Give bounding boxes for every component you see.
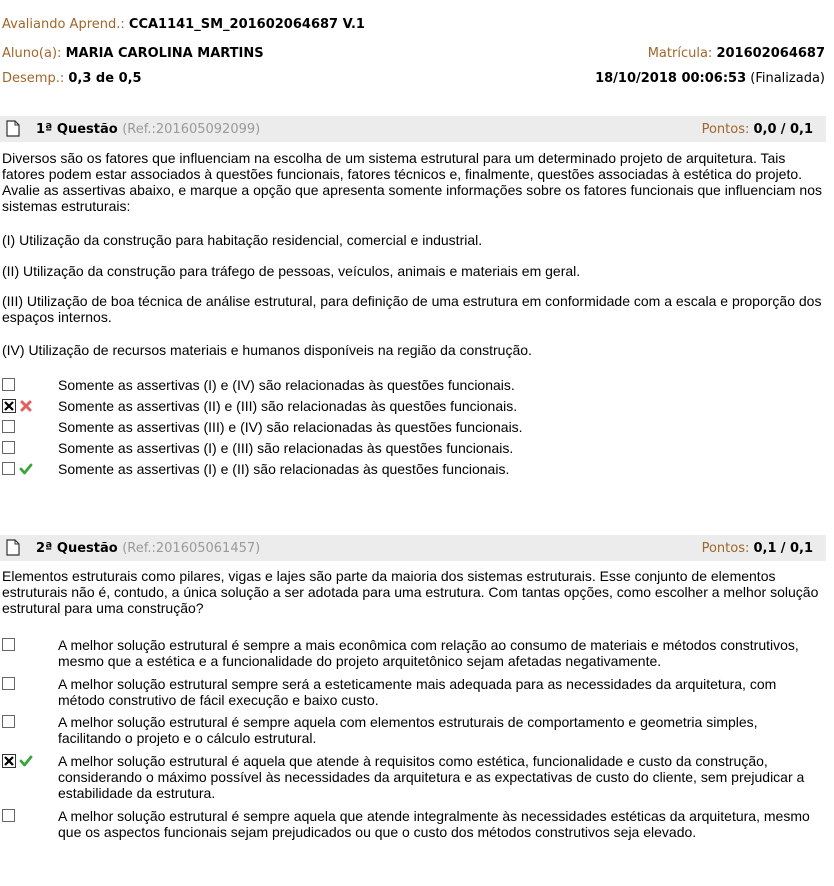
desemp-line	[2, 71, 142, 86]
option-text: Somente as assertivas (III) e (IV) são relacionadas às questões funcionais.	[58, 419, 523, 435]
option-checkbox[interactable]	[2, 462, 15, 475]
option-text: Somente as assertivas (I) e (III) são relacionadas às questões funcionais.	[58, 440, 514, 456]
wrong-x-icon	[19, 399, 33, 413]
assessment-line	[2, 17, 365, 32]
option-text: A melhor solução estrutural é sempre aquela que atende integralmente às necessidades estéticas da arquitetura, mesmo que os aspectos funcionais sejam prejudicados ou que o custo dos métodos construtivos seja elevado.	[58, 808, 810, 840]
status-text: (Finalizada)	[750, 71, 825, 86]
points-label: Pontos:	[701, 541, 750, 556]
option-text: Somente as assertivas (II) e (III) são relacionadas às questões funcionais.	[58, 398, 518, 414]
matricula-line	[648, 46, 825, 61]
document-icon	[6, 539, 20, 556]
assessment-value: CCA1141_SM_201602064687 V.1	[128, 17, 365, 32]
option-text: Somente as assertivas (I) e (IV) são relacionadas às questões funcionais.	[58, 377, 515, 393]
option-text: Somente as assertivas (I) e (II) são relacionadas às questões funcionais.	[58, 461, 510, 477]
option-checkbox[interactable]	[2, 420, 15, 433]
question-title-text: 2ª Questão	[36, 541, 118, 556]
question-ref: (Ref.:201605092099)	[122, 122, 261, 137]
option-checkbox[interactable]	[2, 677, 15, 690]
points-max: / 0,1	[780, 122, 813, 137]
matricula-value: 201602064687	[716, 46, 825, 61]
student-name: MARIA CAROLINA MARTINS	[65, 46, 264, 61]
option-text: A melhor solução estrutural é sempre aquela com elementos estruturais de comportamento e geometria simples, facilitando o projeto e o cálculo estrutural.	[58, 714, 758, 746]
points-label: Pontos:	[701, 122, 750, 137]
datetime: 18/10/2018 00:06:53	[595, 71, 747, 86]
checked-checkbox[interactable]	[2, 399, 16, 413]
assertive-3: (III) Utilização de boa técnica de análise estrutural, para definição de uma estrutura em conformidade com a escala e proporção dos espaços internos.	[2, 293, 822, 325]
correct-check-icon	[19, 754, 33, 768]
points-max: / 0,1	[780, 541, 813, 556]
option-checkbox[interactable]	[2, 638, 15, 651]
assertive-1: (I) Utilização da construção para habitação residencial, comercial e industrial.	[2, 232, 483, 248]
option-text: A melhor solução estrutural é sempre a mais econômica com relação ao consumo de materiais e métodos construtivos, mesmo que a estética e a funcionalidade do projeto arquitetônico sejam afetadas negativamente.	[58, 637, 799, 669]
desemp-label: Desemp.:	[2, 71, 65, 86]
option-text: A melhor solução estrutural sempre será a esteticamente mais adequada para as necessidades da arquitetura, com método construtivo de fácil execução e baixo custo.	[58, 676, 777, 708]
question-1-title	[36, 122, 260, 137]
question-ref: (Ref.:201605061457)	[122, 541, 261, 556]
datetime-line	[595, 71, 825, 86]
points-value: 0,1	[753, 541, 777, 556]
question-2-points	[702, 541, 813, 556]
document-icon	[6, 120, 20, 137]
option-checkbox[interactable]	[2, 441, 15, 454]
question-2-statement: Elementos estruturais como pilares, vigas e lajes são parte da maioria dos sistemas estruturais. Esse conjunto de elementos estruturais não é, contudo, a única solução a ser adotada para uma estrutura. Com tantas opções, como escolher a melhor solução estrutural para uma construção?	[2, 568, 819, 616]
assertive-4: (IV) Utilização de recursos materiais e humanos disponíveis na região da construção.	[2, 342, 532, 358]
option-checkbox[interactable]	[2, 809, 15, 822]
question-1-points	[702, 122, 813, 137]
option-checkbox[interactable]	[2, 378, 15, 391]
correct-check-icon	[19, 462, 33, 476]
assertive-2: (II) Utilização da construção para tráfego de pessoas, veículos, animais e materiais em geral.	[2, 263, 581, 279]
question-1-bar	[0, 116, 826, 142]
question-title-text: 1ª Questão	[36, 122, 118, 137]
option-text: A melhor solução estrutural é aquela que atende à requisitos como estética, funcionalidade e custo da construção, considerando o máximo possível às necessidades da arquitetura e as expectativas de custo do cliente, sem prejudicar a estabilidade da estrutura.	[58, 753, 805, 801]
assessment-label: Avaliando Aprend.:	[2, 17, 125, 32]
points-value: 0,0	[753, 122, 777, 137]
question-1-statement: Diversos são os fatores que influenciam na escolha de um sistema estrutural para um determinado projeto de arquitetura. Tais fatores podem estar associados à questões funcionais, fatores técnicos e, finalmente, questões associadas à estética do projeto. Avalie as assertivas abaixo, e marque a opção que apresenta somente informações sobre os fatores funcionais que influenciam nos sistemas estruturais:	[2, 150, 822, 214]
question-2-title	[36, 541, 260, 556]
checked-checkbox[interactable]	[2, 754, 16, 768]
desemp-value: 0,3 de 0,5	[68, 71, 142, 86]
matricula-label: Matrícula:	[647, 46, 713, 61]
option-checkbox[interactable]	[2, 715, 15, 728]
student-label: Aluno(a):	[2, 46, 62, 61]
student-line	[2, 46, 264, 61]
question-2-bar	[0, 535, 826, 561]
